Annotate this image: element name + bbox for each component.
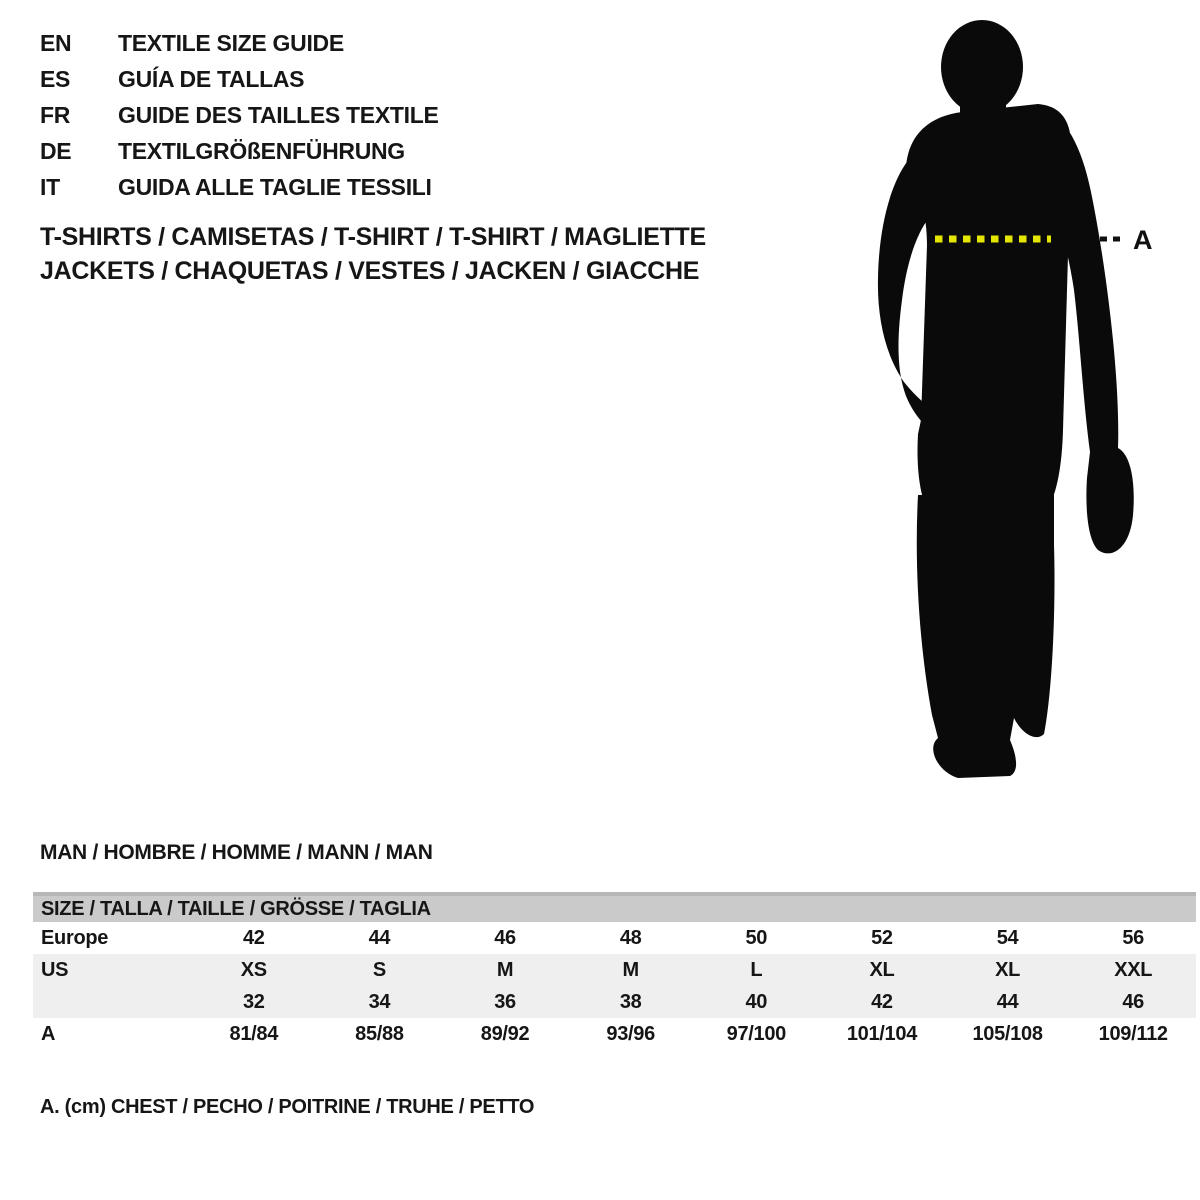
language-legend (40, 25, 439, 205)
size-cell: 48 (619, 927, 642, 949)
size-cell: 85/88 (355, 1023, 404, 1045)
size-cell: L (750, 959, 763, 981)
size-cell: 46 (1122, 991, 1145, 1013)
table-row (33, 986, 1196, 1018)
size-cell: 81/84 (229, 1023, 279, 1045)
size-cell: 54 (996, 927, 1019, 949)
table-row (33, 954, 1196, 986)
size-cell: 50 (745, 927, 768, 949)
size-cell: 56 (1122, 927, 1145, 949)
row-label: A (41, 1023, 56, 1045)
category-tshirts: T-SHIRTS / CAMISETAS / T-SHIRT / T-SHIRT / MAGLIETTE (40, 223, 706, 251)
language-code: EN (40, 30, 72, 56)
size-cell: 97/100 (726, 1023, 786, 1045)
guide-title-es: GUÍA DE TALLAS (118, 66, 305, 92)
size-cell: 101/104 (846, 1023, 918, 1045)
size-cell: 42 (242, 927, 265, 949)
language-code: IT (40, 174, 60, 200)
size-cell: 40 (745, 991, 768, 1013)
size-cell: 89/92 (480, 1023, 530, 1045)
size-cell: XL (995, 959, 1021, 981)
row-label: US (41, 959, 69, 981)
measurement-footnote: A. (cm) CHEST / PECHO / POITRINE / TRUHE / PETTO (40, 1096, 535, 1118)
category-block (40, 220, 706, 288)
language-code: DE (40, 138, 72, 164)
guide-title-it: GUIDA ALLE TAGLIE TESSILI (118, 174, 432, 200)
size-cell: 105/108 (972, 1023, 1043, 1045)
section-heading-man: MAN / HOMBRE / HOMME / MANN / MAN (40, 841, 433, 864)
size-cell: 52 (871, 927, 893, 949)
guide-title-en: TEXTILE SIZE GUIDE (118, 30, 344, 56)
language-code: FR (40, 102, 71, 128)
language-line-it (40, 169, 439, 205)
legs-shape (917, 495, 1055, 778)
measure-label-a: A (1133, 225, 1153, 255)
size-cell: 93/96 (606, 1023, 655, 1045)
size-cell: S (372, 959, 386, 981)
man-silhouette-svg (780, 0, 1200, 800)
language-line-es (40, 61, 439, 97)
size-cell: 38 (619, 991, 642, 1013)
size-cell: 42 (871, 991, 893, 1013)
row-label: Europe (41, 927, 109, 949)
size-table-header: SIZE / TALLA / TAILLE / GRÖSSE / TAGLIA (33, 892, 1196, 922)
language-line-en (40, 25, 439, 61)
size-cell: 46 (494, 927, 516, 949)
size-table (33, 892, 1196, 1050)
size-cell: XL (869, 959, 895, 981)
measurement-figure (780, 0, 1200, 800)
size-table-rows (33, 922, 1196, 1050)
size-cell: M (622, 959, 639, 981)
category-jackets: JACKETS / CHAQUETAS / VESTES / JACKEN / GIACCHE (40, 257, 700, 285)
language-line-de (40, 133, 439, 169)
language-line-fr (40, 97, 439, 133)
size-cell: 44 (996, 991, 1019, 1013)
man-silhouette (878, 20, 1134, 778)
size-cell: 109/112 (1098, 1023, 1168, 1045)
row-label (33, 986, 191, 1018)
language-code: ES (40, 66, 71, 92)
size-cell: XS (240, 959, 267, 981)
size-cell: 44 (368, 927, 391, 949)
size-cell: 36 (494, 991, 516, 1013)
guide-title-fr: GUIDE DES TAILLES TEXTILE (118, 102, 439, 128)
size-cell: 32 (242, 991, 265, 1013)
size-cell: M (496, 959, 514, 981)
table-row (33, 1018, 1196, 1050)
size-cell: 34 (368, 991, 391, 1013)
guide-title-de: TEXTILGRÖßENFÜHRUNG (118, 138, 405, 164)
size-cell: XXL (1114, 959, 1153, 981)
table-row (33, 922, 1196, 954)
